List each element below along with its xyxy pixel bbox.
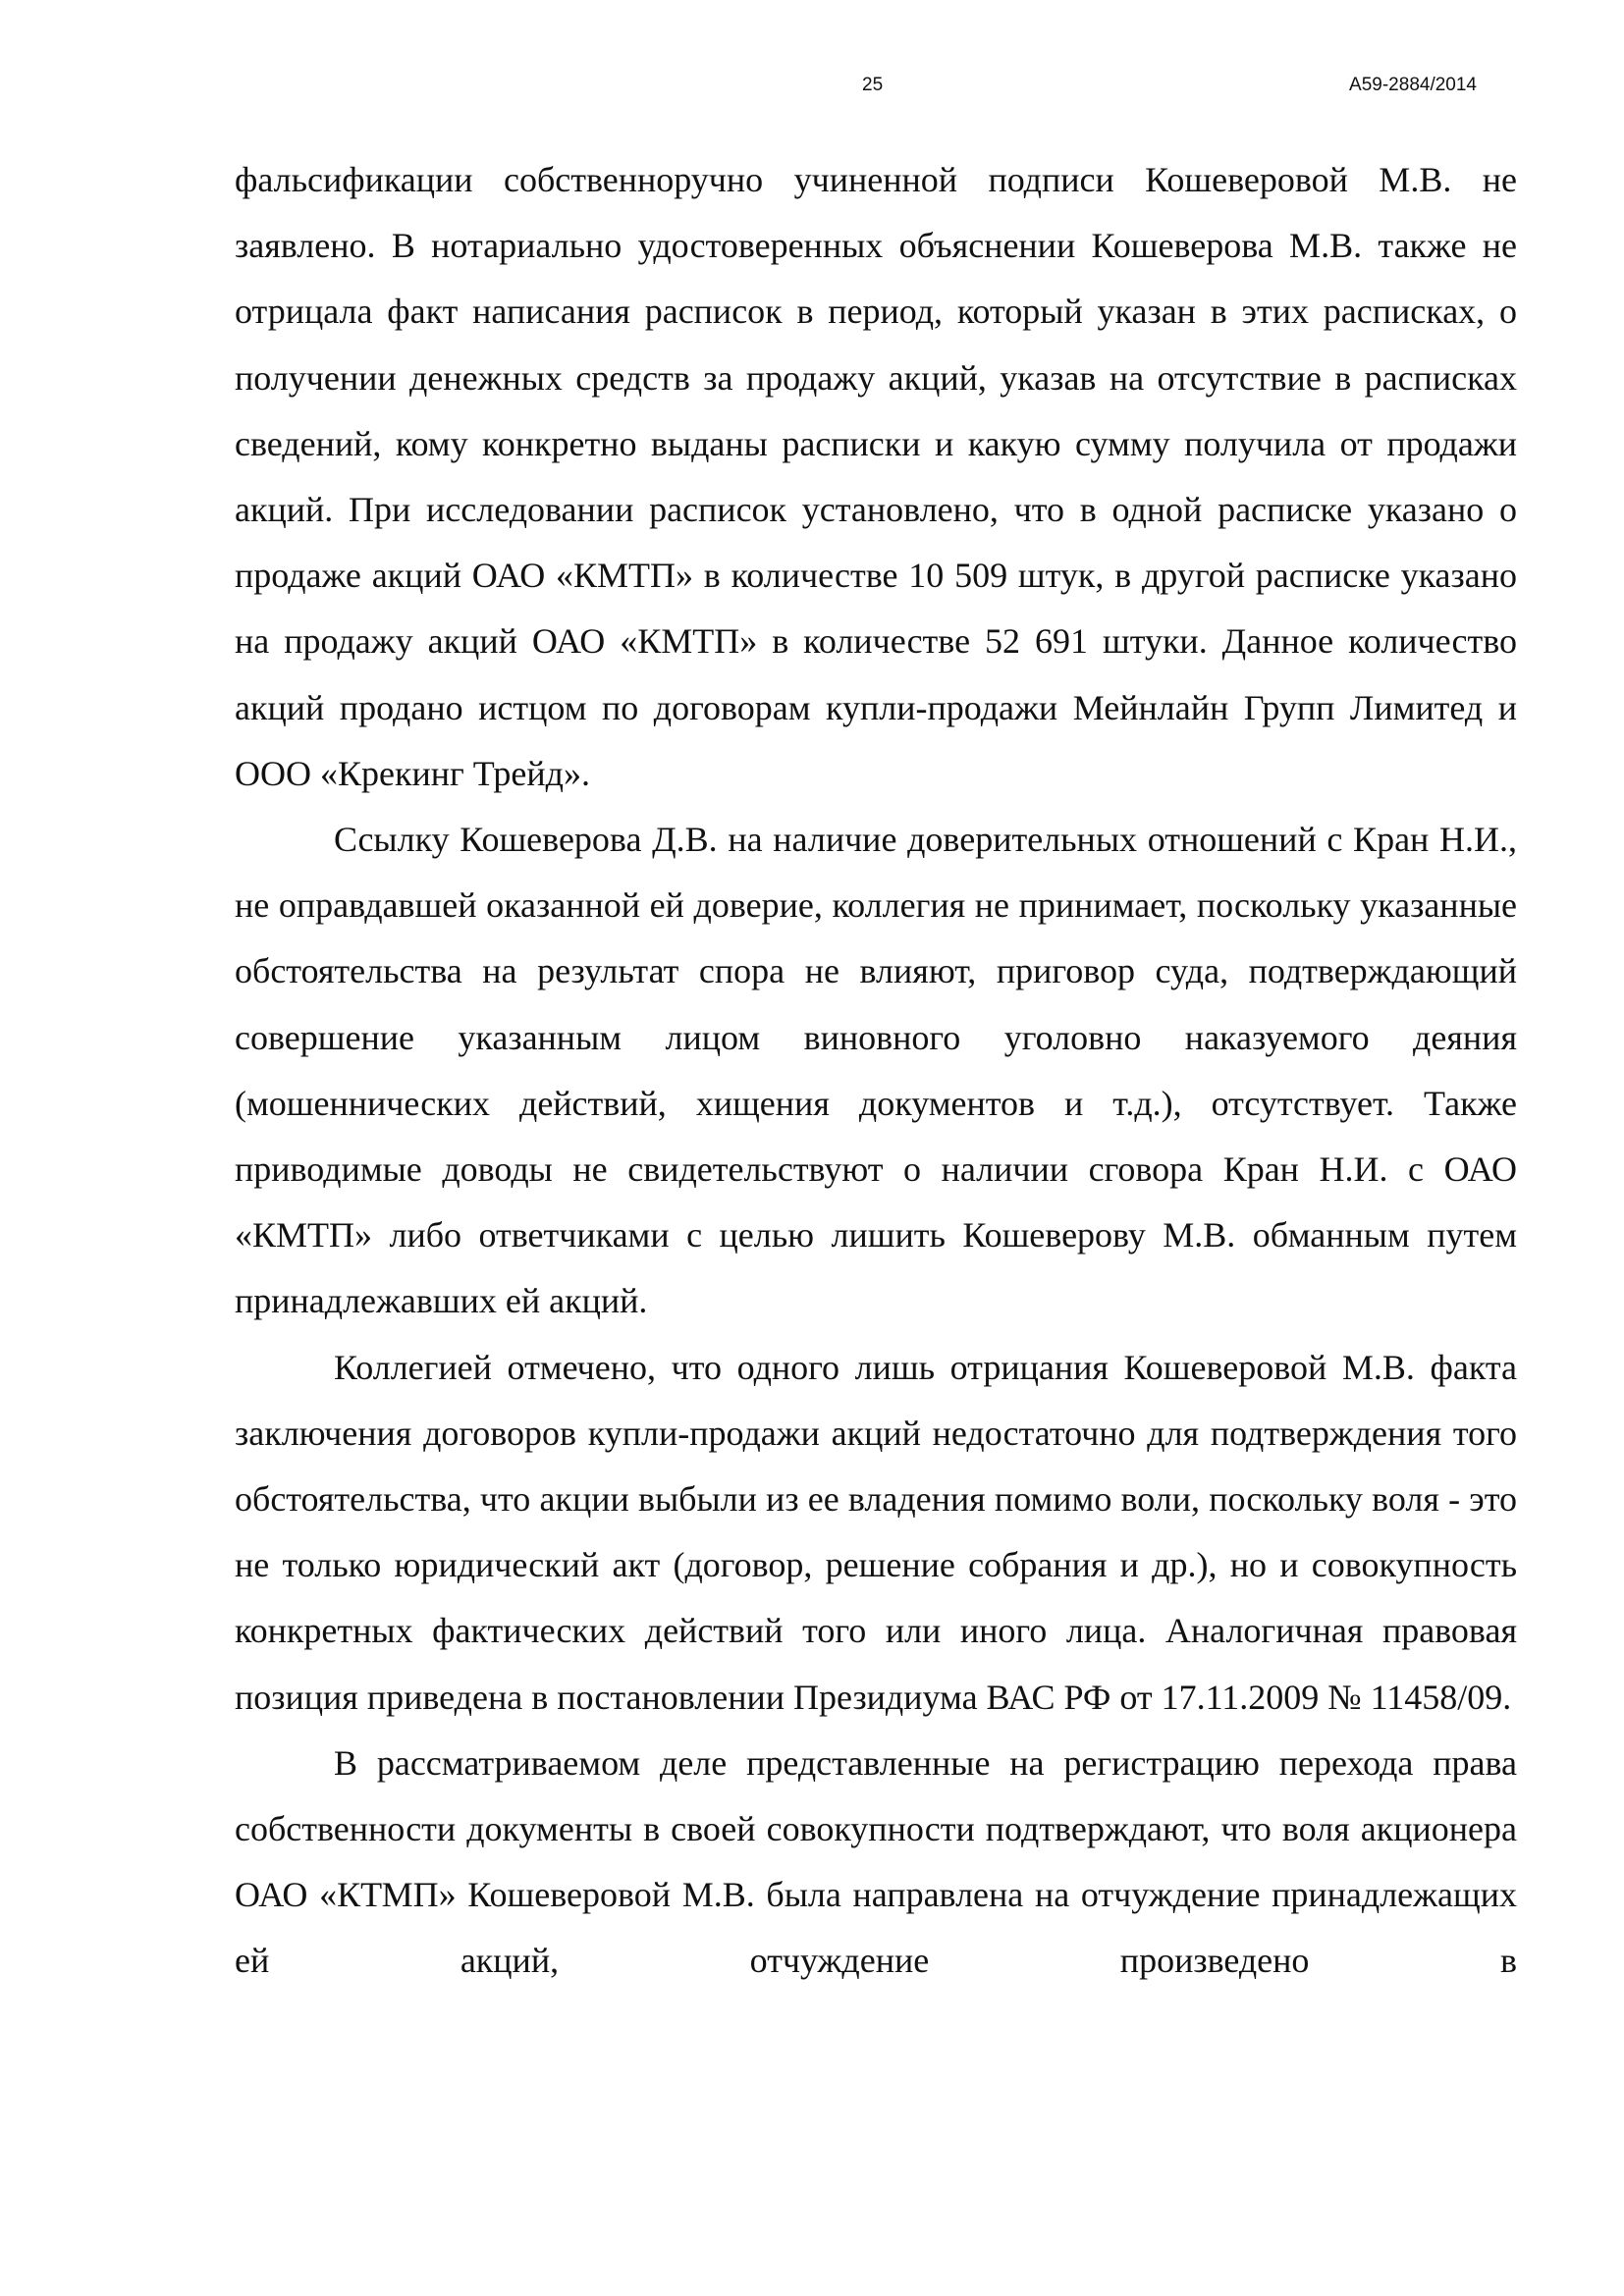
- page-header: [0, 75, 1624, 104]
- page-number: 25: [862, 75, 884, 95]
- paragraph: Ссылку Кошеверова Д.В. на наличие доверительных отношений с Кран Н.И., не оправдавшей оказанной ей доверие, коллегия не принимает, поскольку указанные обстоятельства на результат спора не влияют, приговор суда, подтверждающий совершение указанным лицом виновного уголовно наказуемого деяния (мошеннических действий, хищения документов и т.д.), отсутствует. Также приводимые доводы не свидетельствуют о наличии сговора Кран Н.И. с ОАО «КМТП» либо ответчиками с целью лишить Кошеверову М.В. обманным путем принадлежавших ей акций.: [235, 820, 1517, 1321]
- paragraph: Коллегией отмечено, что одного лишь отрицания Кошеверовой М.В. факта заключения договоров купли-продажи акций недостаточно для подтверждения того обстоятельства, что акции выбыли из ее владения помимо воли, поскольку воля - это не только юридический акт (договор, решение собрания и др.), но и совокупность конкретных фактических действий того или иного лица. Аналогичная правовая позиция приведена в постановлении Президиума ВАС РФ от 17.11.2009 № 11458/09.: [235, 1347, 1517, 1717]
- case-number: А59-2884/2014: [1349, 75, 1477, 95]
- paragraph-continued: фальсификации собственноручно учиненной подписи Кошеверовой М.В. не заявлено. В нотариально удостоверенных объяснении Кошеверова М.В. также не отрицала факт написания расписок в период, который указан в этих расписках, о получении денежных средств за продажу акций, указав на отсутствие в расписках сведений, кому конкретно выданы расписки и какую сумму получила от продажи акций. При исследовании расписок установлено, что в одной расписке указано о продаже акций ОАО «КМТП» в количестве 10 509 штук, в другой расписке указано на продажу акций ОАО «КМТП» в количестве 52 691 штуки. Данное количество акций продано истцом по договорам купли-продажи Мейнлайн Групп Лимитед и ООО «Крекинг Трейд».: [235, 160, 1517, 793]
- document-body: [235, 147, 1517, 1995]
- paragraph-continues: В рассматриваемом деле представленные на регистрацию перехода права собственности документы в своей совокупности подтверждают, что воля акционера ОАО «КТМП» Кошеверовой М.В. была направлена на отчуждение принадлежащих ей акций, отчуждение произведено в: [235, 1742, 1517, 1981]
